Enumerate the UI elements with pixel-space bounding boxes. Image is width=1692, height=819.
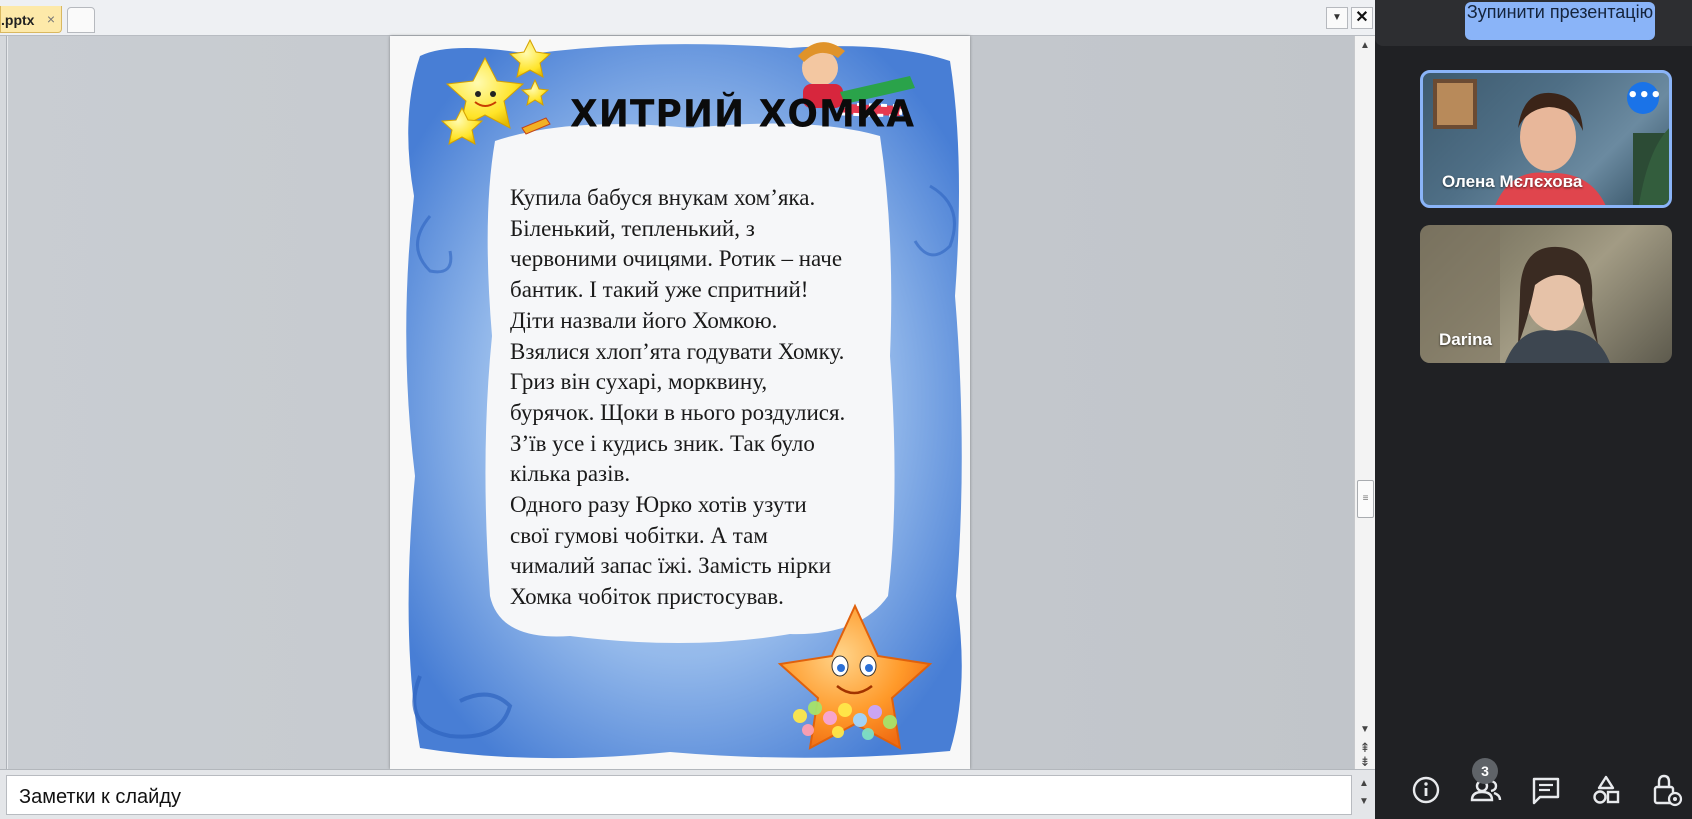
text-line: Купила бабуся внукам хом’яка. <box>510 185 816 210</box>
text-line: З’їв усе і кудись зник. Так було <box>510 430 815 456</box>
participant-name: Олена Мєлєхова <box>1442 172 1583 191</box>
text-line: Взялися хлоп’ята годувати Хомку. <box>510 338 845 364</box>
text-line: бурячок. Щоки в нього роздулися. <box>510 399 846 425</box>
next-slide-button[interactable]: ⇟ <box>1359 754 1371 769</box>
text-line: кілька разів. <box>510 461 631 487</box>
text-line: бантик. І такий уже спритний! <box>510 277 809 303</box>
more-options-button[interactable]: ••• <box>1627 82 1659 114</box>
text-line: чималий запас їжі. Замість нірки <box>510 553 832 579</box>
slide-title: ХИТРИЙ ХОМКА <box>570 92 916 137</box>
document-tab[interactable] <box>0 6 62 33</box>
text-line: Біленький, тепленький, з <box>510 215 755 241</box>
document-tab-bar <box>0 0 1375 36</box>
previous-slide-button[interactable]: ⇞ <box>1359 740 1371 755</box>
window-close-button[interactable]: ✕ <box>1351 7 1373 29</box>
text-line: свої гумові чобітки. А там <box>510 522 768 548</box>
tab-close-icon[interactable]: × <box>46 11 55 27</box>
text-line: Одного разу Юрко хотів узути <box>510 492 807 518</box>
scroll-up-arrow[interactable]: ▲ <box>1360 40 1370 51</box>
slide[interactable] <box>390 36 970 769</box>
notes-pane <box>0 769 1375 819</box>
document-tab-label: .pptx <box>1 12 35 28</box>
scroll-thumb[interactable]: ≡ <box>1357 480 1374 518</box>
meet-controls-bar <box>1375 760 1692 819</box>
participant-count-badge: 3 <box>1472 758 1498 784</box>
text-line: червоними очицями. Ротик – наче <box>510 246 843 272</box>
tab-dropdown-button[interactable]: ▼ <box>1326 7 1348 29</box>
text-line: Діти назвали його Хомкою. <box>510 307 778 333</box>
text-line: Хомка чобіток пристосував. <box>510 584 784 610</box>
presentation-bar <box>1375 0 1692 46</box>
host-controls-icon[interactable] <box>1646 770 1686 810</box>
notes-placeholder: Заметки к слайду <box>19 786 181 808</box>
vertical-scrollbar[interactable] <box>1354 36 1375 769</box>
notes-input[interactable] <box>6 775 1352 815</box>
notes-scrollbar[interactable] <box>1354 775 1374 815</box>
text-line: Гриз він сухарі, морквину, <box>510 369 768 395</box>
participant-tile[interactable] <box>1420 70 1672 208</box>
participant-tile[interactable] <box>1420 225 1672 363</box>
stop-presenting-button[interactable]: Зупинити презентацію <box>1465 2 1655 40</box>
meet-side-panel <box>1375 0 1692 819</box>
activities-icon[interactable] <box>1586 770 1626 810</box>
info-icon[interactable] <box>1406 770 1446 810</box>
participant-name: Darina <box>1439 330 1492 349</box>
notes-scroll-down-arrow[interactable]: ▼ <box>1359 796 1369 807</box>
scroll-down-arrow[interactable]: ▼ <box>1360 724 1370 735</box>
slide-pane-edge[interactable] <box>0 36 7 769</box>
chat-icon[interactable] <box>1526 770 1566 810</box>
people-icon[interactable] <box>1466 763 1506 810</box>
slide-body-text <box>510 183 890 613</box>
new-tab-button[interactable] <box>67 7 95 33</box>
notes-scroll-up-arrow[interactable]: ▲ <box>1359 778 1369 789</box>
